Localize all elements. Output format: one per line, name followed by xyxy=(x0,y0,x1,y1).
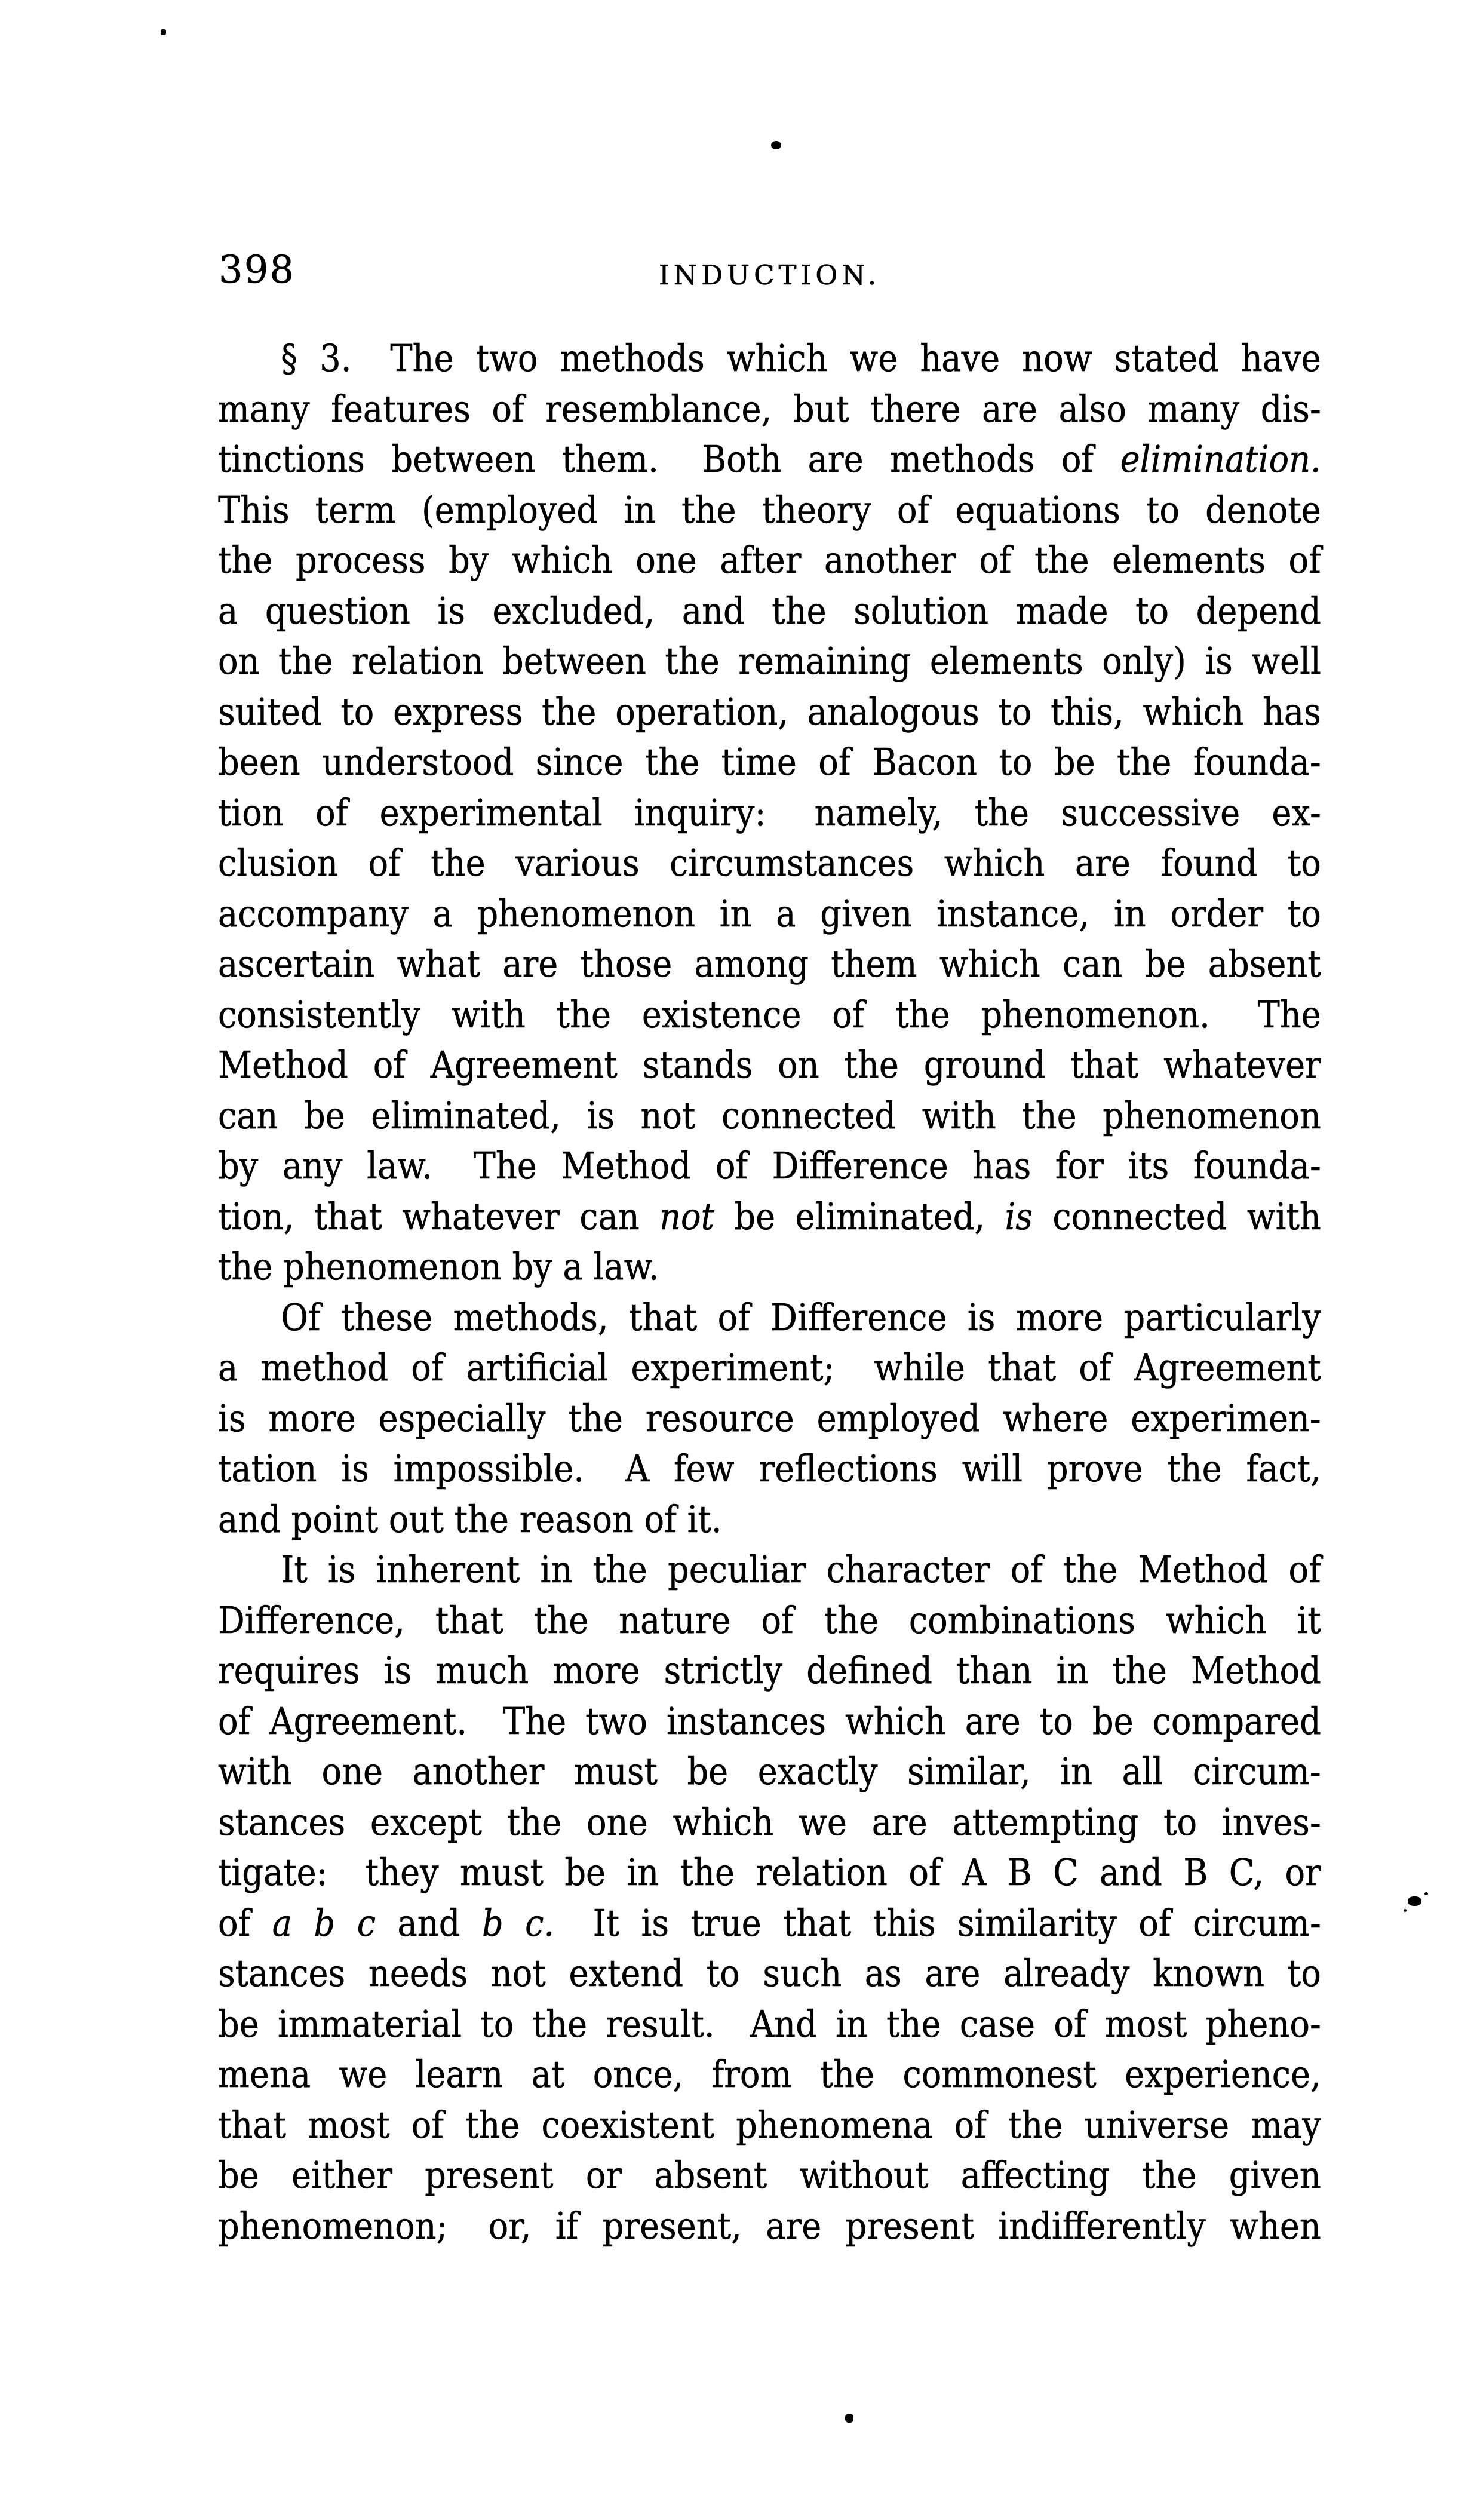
text-line xyxy=(218,586,1321,637)
text-segment: with one another must be exactly similar, in all circum- xyxy=(218,1749,1321,1793)
text-segment: It is true that this similarity of circum- xyxy=(554,1901,1321,1945)
body-text xyxy=(218,333,1321,2251)
text-segment: is more especially the resource employed where experimen- xyxy=(218,1396,1321,1440)
text-line xyxy=(218,990,1321,1040)
text-line xyxy=(218,1999,1321,2050)
text-line xyxy=(218,1192,1321,1242)
text-segment: Method of Agreement stands on the ground that whatever xyxy=(218,1043,1321,1086)
running-title: INDUCTION. xyxy=(658,259,881,291)
text-segment: tion, that whatever can xyxy=(218,1194,660,1238)
text-segment: the phenomenon by a law. xyxy=(218,1245,659,1288)
ink-speck xyxy=(771,141,781,149)
text-segment: consistently with the existence of the phenomenon. The xyxy=(218,992,1321,1036)
text-line xyxy=(218,535,1321,586)
text-line xyxy=(218,2100,1321,2151)
text-segment: stances except the one which we are attempting to inves- xyxy=(218,1800,1321,1844)
text-line xyxy=(218,1847,1321,1898)
text-segment: by any law. The Method of Difference has for its founda- xyxy=(218,1144,1321,1187)
text-segment: requires is much more strictly defined than in the Method xyxy=(218,1649,1321,1692)
text-segment: been understood since the time of Bacon to be the founda- xyxy=(218,740,1321,784)
text-line xyxy=(218,1948,1321,1999)
text-segment: of xyxy=(218,1901,272,1945)
text-segment: on the relation between the remaining elements only) is well xyxy=(218,639,1321,683)
text-segment: that most of the coexistent phenomena of the universe may xyxy=(218,2102,1321,2147)
text-segment: It is inherent in the peculiar character of the Method of xyxy=(281,1548,1321,1591)
text-segment: clusion of the various circumstances which are found to xyxy=(218,841,1321,885)
text-line xyxy=(218,1494,1321,1545)
text-segment: connected with xyxy=(1032,1194,1321,1238)
text-line xyxy=(218,636,1321,687)
ink-speck xyxy=(845,2414,853,2423)
italic-text: b c. xyxy=(481,1901,555,1945)
text-segment: tion of experimental inquiry: namely, the successive ex- xyxy=(218,790,1321,834)
text-line xyxy=(218,1040,1321,1091)
text-segment: a method of artificial experiment; while that of Agreement xyxy=(218,1346,1321,1389)
text-line xyxy=(218,1696,1321,1747)
text-line xyxy=(218,434,1321,485)
italic-text: is xyxy=(1005,1194,1033,1238)
text-segment: Of these methods, that of Difference is more particularly xyxy=(281,1295,1321,1339)
text-line xyxy=(218,333,1321,384)
text-line xyxy=(218,1343,1321,1393)
italic-text: a b c xyxy=(272,1901,376,1945)
text-segment: be eliminated, xyxy=(714,1194,1005,1238)
text-segment: This term (employed in the theory of equations to denote xyxy=(218,487,1321,532)
text-line xyxy=(218,1242,1321,1293)
text-line xyxy=(218,889,1321,940)
text-line xyxy=(218,1898,1321,1949)
text-line xyxy=(218,788,1321,839)
text-segment: of Agreement. The two instances which are to be compared xyxy=(218,1699,1321,1743)
text-segment: be immaterial to the result. And in the case of most pheno- xyxy=(218,2002,1321,2046)
text-line xyxy=(218,1646,1321,1696)
italic-text: elimination. xyxy=(1120,437,1321,481)
text-segment: ascertain what are those among them which can be absent xyxy=(218,942,1321,986)
text-segment: the process by which one after another of the elements of xyxy=(218,538,1321,582)
text-line xyxy=(218,1141,1321,1192)
text-segment: be either present or absent without affecting the given xyxy=(218,2153,1321,2197)
text-segment: many features of resemblance, but there are also many dis- xyxy=(218,386,1321,431)
text-segment: stances needs not extend to such as are already known to xyxy=(218,1951,1321,1995)
text-segment: suited to express the operation, analogous to this, which has xyxy=(218,689,1321,733)
text-line xyxy=(218,2049,1321,2100)
ink-speck xyxy=(1408,1896,1421,1906)
text-line xyxy=(218,2150,1321,2201)
text-segment: tinctions between them. Both are methods of xyxy=(218,437,1120,481)
text-line xyxy=(218,1444,1321,1494)
page-number: 398 xyxy=(219,248,296,292)
text-line xyxy=(218,485,1321,536)
text-line xyxy=(218,1797,1321,1848)
text-line xyxy=(218,1545,1321,1595)
text-line xyxy=(218,737,1321,788)
text-line xyxy=(218,1393,1321,1444)
italic-text: not xyxy=(659,1194,715,1238)
text-line xyxy=(218,1293,1321,1343)
text-segment: phenomenon; or, if present, are present indifferently when xyxy=(218,2203,1321,2248)
text-segment: Difference, that the nature of the combinations which it xyxy=(218,1598,1321,1642)
text-line xyxy=(218,838,1321,889)
text-segment: can be eliminated, is not connected with the phenomenon xyxy=(218,1093,1321,1137)
text-segment: a question is excluded, and the solution made to depend xyxy=(218,588,1321,633)
text-line xyxy=(218,2201,1321,2252)
ink-speck xyxy=(161,29,166,35)
text-line xyxy=(218,384,1321,435)
text-segment: mena we learn at once, from the commonest experience, xyxy=(218,2052,1321,2096)
text-line xyxy=(218,1091,1321,1141)
text-segment: and xyxy=(376,1901,482,1945)
text-segment: tation is impossible. A few reflections will prove the fact, xyxy=(218,1447,1321,1490)
text-segment: § 3. The two methods which we have now stated have xyxy=(281,336,1321,380)
text-line xyxy=(218,1746,1321,1797)
ink-speck xyxy=(1424,1892,1428,1895)
text-segment: accompany a phenomenon in a given instance, in order to xyxy=(218,891,1321,935)
text-segment: and point out the reason of it. xyxy=(218,1497,722,1541)
text-line xyxy=(218,687,1321,738)
text-line xyxy=(218,1595,1321,1646)
ink-speck xyxy=(1404,1909,1407,1912)
text-line xyxy=(218,939,1321,990)
text-segment: tigate: they must be in the relation of A B C and B C, or xyxy=(218,1850,1321,1894)
